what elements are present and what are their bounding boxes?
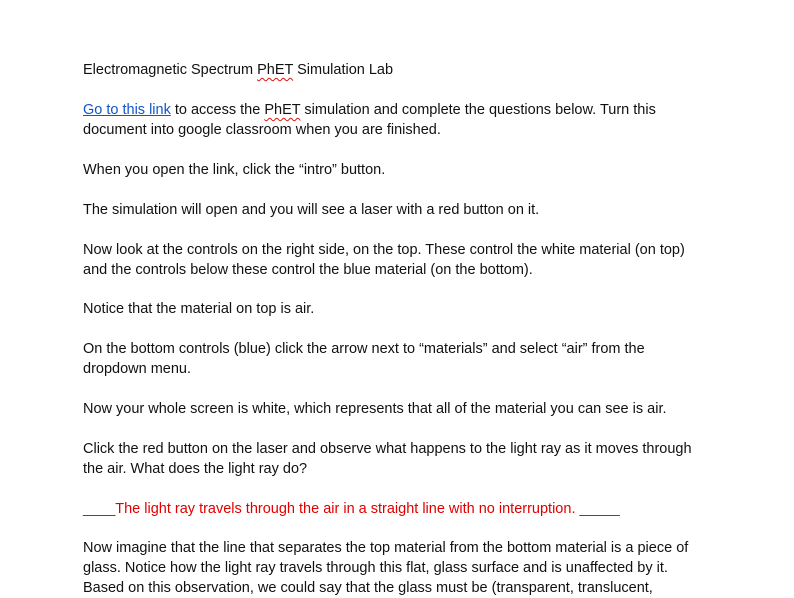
click-laser-line-2: the air. What does the light ray do? — [83, 461, 308, 477]
laser-line: The simulation will open and you will see a laser with a red button on it. — [83, 202, 540, 218]
click-laser-paragraph — [83, 439, 733, 479]
intro-text-a: to access the — [170, 102, 265, 118]
go-to-link[interactable]: Go to this link — [83, 102, 171, 118]
glass-line-2: glass. Notice how the light ray travels through this flat, glass surface and is unaffected by it. — [83, 560, 668, 576]
title-text-end: Simulation Lab — [293, 62, 394, 78]
title-misspelled-word[interactable]: PhET — [257, 62, 294, 78]
open-link-line: When you open the link, click the “intro” button. — [83, 162, 386, 178]
white-screen-paragraph — [83, 399, 733, 419]
student-answer — [83, 499, 733, 519]
controls-paragraph — [83, 240, 733, 280]
intro-paragraph — [83, 100, 733, 140]
document-title — [83, 60, 733, 80]
controls-line-1: Now look at the controls on the right side, on the top. These control the white material (on top) — [83, 242, 685, 258]
glass-line-3: Based on this observation, we could say that the glass must be (transparent, translucent, — [83, 580, 653, 596]
click-laser-line-1: Click the red button on the laser and observe what happens to the light ray as it moves through — [83, 441, 692, 457]
intro-misspelled-word[interactable]: PhET — [264, 102, 301, 118]
title-text-start: Electromagnetic Spectrum — [83, 62, 258, 78]
laser-paragraph — [83, 200, 733, 220]
bottom-controls-line-2: dropdown menu. — [83, 361, 192, 377]
intro-line-2: document into google classroom when you are finished. — [83, 122, 441, 138]
air-line: Notice that the material on top is air. — [83, 301, 315, 317]
air-paragraph — [83, 299, 733, 319]
open-link-paragraph — [83, 160, 733, 180]
controls-line-2: and the controls below these control the blue material (on the bottom). — [83, 262, 533, 278]
intro-text-b: simulation and complete the questions below. Turn this — [300, 102, 656, 118]
student-answer-line: ____The light ray travels through the air in a straight line with no interruption. _____ — [83, 501, 620, 517]
intro-line-1 — [83, 100, 733, 120]
title-line — [83, 60, 733, 80]
white-screen-line: Now your whole screen is white, which represents that all of the material you can see is air. — [83, 401, 667, 417]
bottom-controls-paragraph — [83, 339, 733, 379]
glass-paragraph — [83, 538, 733, 598]
glass-line-1: Now imagine that the line that separates the top material from the bottom material is a piece of — [83, 540, 689, 556]
bottom-controls-line-1: On the bottom controls (blue) click the arrow next to “materials” and select “air” from the — [83, 341, 645, 357]
